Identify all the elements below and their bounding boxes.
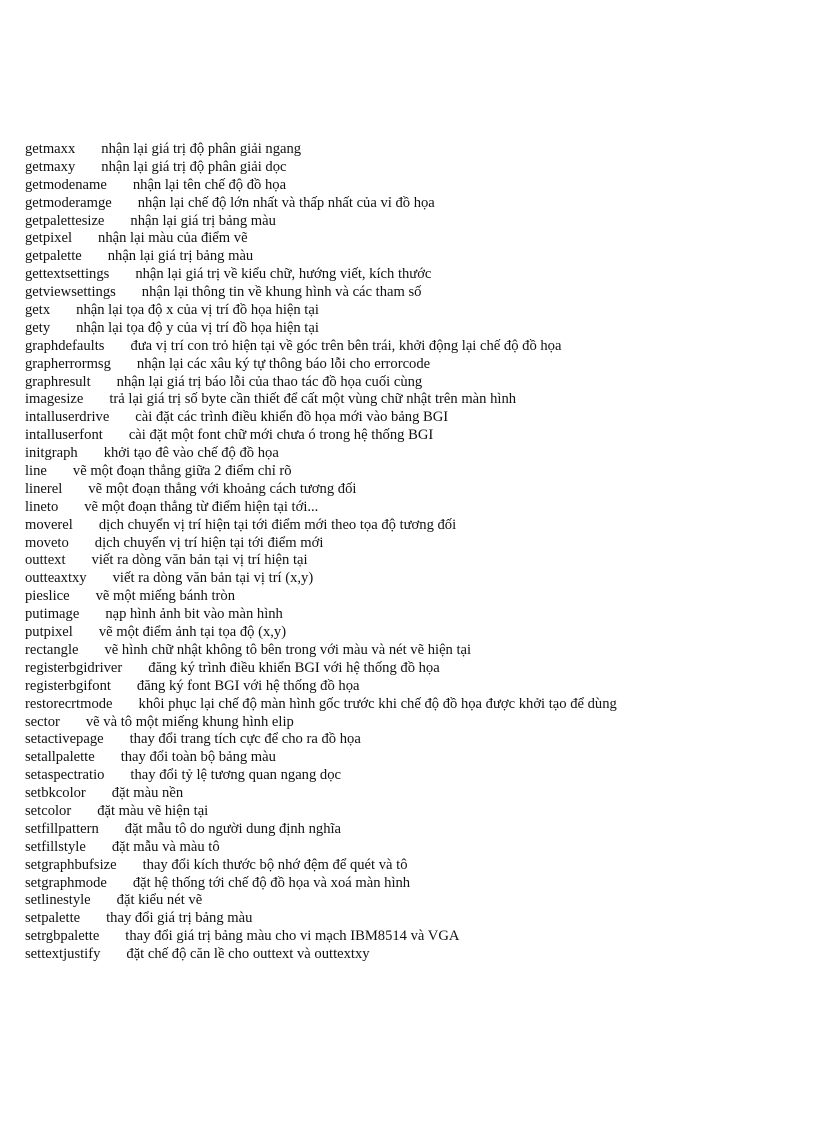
function-entry	[25, 910, 805, 928]
function-entry	[25, 785, 805, 803]
function-name: intalluserfont	[25, 427, 103, 444]
function-entry	[25, 517, 805, 535]
function-entry	[25, 875, 805, 893]
function-entry	[25, 445, 805, 463]
function-name: getmaxy	[25, 158, 76, 175]
function-entry	[25, 749, 805, 767]
function-name: getx	[25, 302, 51, 319]
function-name: setactivepage	[25, 731, 104, 748]
function-description: nhận lại giá trị bảng màu	[107, 248, 254, 265]
function-name: setgraphbufsize	[25, 856, 117, 873]
function-entry	[25, 284, 805, 302]
function-entry	[25, 642, 805, 660]
function-name: graphresult	[25, 373, 91, 390]
function-description: dịch chuyển vị trí hiện tại tới điểm mới	[94, 534, 324, 551]
function-list	[25, 141, 805, 964]
function-description: đặt chế độ căn lề cho outtext và outtextxy	[126, 946, 370, 963]
function-entry	[25, 839, 805, 857]
function-description: nhận lại các xâu ký tự thông báo lỗi cho errorcode	[136, 355, 431, 372]
function-name: initgraph	[25, 445, 78, 462]
function-description: khôi phục lại chế độ màn hình gốc trước khi chế độ đồ họa được khởi tạo để dùng	[138, 695, 617, 712]
function-name: graphdefaults	[25, 337, 105, 354]
function-entry	[25, 857, 805, 875]
function-name: registerbgifont	[25, 677, 111, 694]
function-entry	[25, 427, 805, 445]
function-description: thay đổi kích thước bộ nhớ đệm để quét và tô	[142, 856, 408, 873]
function-name: setlinestyle	[25, 892, 91, 909]
function-name: getviewsettings	[25, 284, 116, 301]
function-name: getpalettesize	[25, 212, 105, 229]
function-description: cài đặt các trình điều khiển đồ họa mới vào bảng BGI	[135, 409, 449, 426]
function-entry	[25, 266, 805, 284]
function-description: viết ra dòng văn bản tại vị trí (x,y)	[112, 570, 314, 587]
function-entry	[25, 606, 805, 624]
function-description: nhận lại giá trị bảng màu	[130, 212, 276, 229]
function-entry	[25, 302, 805, 320]
function-name: settextjustify	[25, 946, 101, 963]
function-name: getmoderamge	[25, 194, 112, 211]
function-description: đăng ký trình điều khiển BGI với hệ thống đồ họa	[148, 659, 440, 676]
function-entry	[25, 892, 805, 910]
function-name: setcolor	[25, 802, 72, 819]
function-name: getmaxx	[25, 141, 76, 157]
function-description: vẽ một điểm ảnh tại tọa độ (x,y)	[98, 624, 287, 641]
function-description: nhận lại giá trị về kiểu chữ, hướng viết, kích thước	[135, 266, 432, 283]
function-entry	[25, 767, 805, 785]
function-entry	[25, 552, 805, 570]
function-description: nhận lại giá trị độ phân giải dọc	[101, 158, 287, 175]
function-name: gety	[25, 319, 51, 336]
function-entry	[25, 570, 805, 588]
function-description: nhận lại tọa độ x của vị trí đồ họa hiện tại	[76, 302, 319, 319]
function-entry	[25, 499, 805, 517]
function-entry	[25, 481, 805, 499]
function-entry	[25, 213, 805, 231]
function-description: khởi tạo đê vào chế độ đồ họa	[103, 445, 279, 462]
function-name: getpalette	[25, 248, 82, 265]
function-entry	[25, 159, 805, 177]
function-name: linerel	[25, 480, 63, 497]
function-entry	[25, 678, 805, 696]
function-name: setaspectratio	[25, 767, 105, 784]
function-description: vẽ một đoạn thẳng giữa 2 điểm chỉ rõ	[72, 463, 292, 480]
function-description: viết ra dòng văn bản tại vị trí hiện tại	[91, 552, 308, 569]
function-entry	[25, 141, 805, 159]
function-description: nhận lại thông tin về khung hình và các tham số	[141, 284, 422, 301]
function-description: đặt màu nền	[111, 785, 184, 802]
function-description: vẽ một đoạn thẳng từ điểm hiện tại tới...	[84, 498, 319, 515]
function-description: thay đổi trang tích cực để cho ra đồ họa	[129, 731, 361, 748]
function-description: đặt mẫu và màu tô	[111, 838, 220, 855]
function-description: trả lại giá trị số byte cần thiết để cất một vùng chữ nhật trên màn hình	[109, 391, 517, 408]
function-entry	[25, 338, 805, 356]
function-entry	[25, 409, 805, 427]
function-entry	[25, 588, 805, 606]
function-name: outtext	[25, 552, 66, 569]
function-entry	[25, 177, 805, 195]
function-description: đưa vị trí con trỏ hiện tại về góc trên bên trái, khởi động lại chế độ đồ họa	[130, 337, 562, 354]
function-description: nhận lại tọa độ y của vị trí đồ họa hiện tại	[76, 319, 319, 336]
function-entry	[25, 535, 805, 553]
function-name: lineto	[25, 498, 59, 515]
function-description: vẽ và tô một miếng khung hình elip	[85, 713, 294, 730]
function-entry	[25, 391, 805, 409]
function-description: đăng ký font BGI với hệ thống đồ họa	[136, 677, 360, 694]
function-name: setrgbpalette	[25, 928, 100, 945]
function-entry	[25, 946, 805, 964]
function-entry	[25, 356, 805, 374]
function-entry	[25, 624, 805, 642]
function-name: moveto	[25, 534, 69, 551]
function-name: pieslice	[25, 588, 70, 605]
function-name: rectangle	[25, 641, 79, 658]
function-name: getmodename	[25, 176, 107, 193]
function-name: outteaxtxy	[25, 570, 87, 587]
function-description: nhận lại chế độ lớn nhất và thấp nhất của vỉ đồ họa	[137, 194, 435, 211]
function-entry	[25, 821, 805, 839]
function-entry	[25, 463, 805, 481]
function-description: thay đổi giá trị bảng màu	[106, 910, 253, 927]
function-entry	[25, 660, 805, 678]
function-description: dịch chuyển vị trí hiện tại tới điểm mới theo tọa độ tương đối	[98, 516, 457, 533]
function-name: putimage	[25, 606, 80, 623]
function-description: đặt màu vẽ hiện tại	[97, 802, 209, 819]
function-entry	[25, 374, 805, 392]
function-entry	[25, 714, 805, 732]
function-entry	[25, 230, 805, 248]
function-description: đặt kiểu nét vẽ	[116, 892, 203, 909]
function-name: getpixel	[25, 230, 73, 247]
function-name: setallpalette	[25, 749, 95, 766]
function-name: setfillpattern	[25, 820, 99, 837]
function-description: đặt hệ thống tới chế độ đồ họa và xoá màn hình	[132, 874, 411, 891]
function-name: imagesize	[25, 391, 84, 408]
function-description: nạp hình ảnh bit vào màn hình	[105, 606, 283, 623]
function-name: grapherrormsg	[25, 355, 111, 372]
function-description: thay đổi tỷ lệ tương quan ngang dọc	[130, 767, 341, 784]
function-description: nhận lại giá trị báo lỗi của thao tác đồ họa cuối cùng	[116, 373, 423, 390]
function-entry	[25, 248, 805, 266]
function-name: intalluserdrive	[25, 409, 110, 426]
function-name: gettextsettings	[25, 266, 110, 283]
function-entry	[25, 803, 805, 821]
function-name: putpixel	[25, 624, 73, 641]
function-name: moverel	[25, 516, 73, 533]
function-description: đặt mẫu tô do người dung định nghĩa	[124, 820, 342, 837]
function-entry	[25, 696, 805, 714]
function-description: thay đổi giá trị bảng màu cho vi mạch IBM8514 và VGA	[125, 928, 460, 945]
function-name: setfillstyle	[25, 838, 86, 855]
function-description: nhận lại giá trị độ phân giải ngang	[101, 141, 302, 157]
function-description: thay đổi toàn bộ bảng màu	[120, 749, 276, 766]
function-name: setgraphmode	[25, 874, 107, 891]
function-name: registerbgidriver	[25, 659, 123, 676]
function-entry	[25, 731, 805, 749]
function-name: sector	[25, 713, 60, 730]
function-description: nhận lại màu của điểm vẽ	[98, 230, 248, 247]
function-entry	[25, 320, 805, 338]
function-entry	[25, 928, 805, 946]
function-description: vẽ một miếng bánh tròn	[95, 588, 236, 605]
function-name: restorecrtmode	[25, 695, 113, 712]
function-description: nhận lại tên chế độ đồ họa	[132, 176, 287, 193]
function-name: setpalette	[25, 910, 81, 927]
function-name: setbkcolor	[25, 785, 86, 802]
function-description: vẽ một đoạn thẳng với khoảng cách tương đối	[88, 480, 357, 497]
function-description: cài đặt một font chữ mới chưa ó trong hệ thống BGI	[128, 427, 434, 444]
function-entry	[25, 195, 805, 213]
function-description: vẽ hình chữ nhật không tô bên trong với màu và nét vẽ hiện tại	[104, 641, 472, 658]
function-name: line	[25, 463, 47, 480]
